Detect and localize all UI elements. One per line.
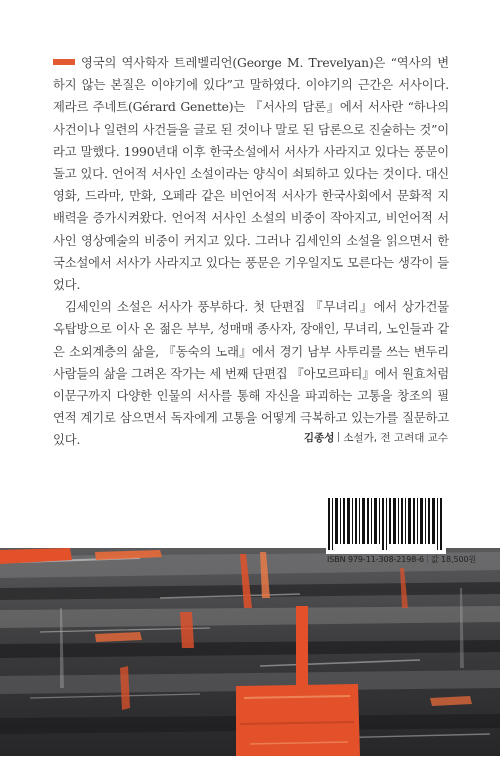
signature-title: 소설가, 전 고려대 교수	[343, 432, 448, 444]
blurb-text	[53, 52, 449, 452]
abstract-painting-image	[0, 548, 500, 756]
book-price: 값 18,500원	[430, 555, 477, 564]
signature-divider	[338, 432, 339, 442]
signature	[304, 430, 448, 445]
barcode-graphic	[326, 494, 446, 554]
isbn-divider	[427, 555, 428, 563]
isbn-price-line	[327, 554, 476, 565]
signature-name: 김종성	[303, 432, 335, 444]
blurb-paragraph: 영국의 역사학자 트레벨리언(George M. Trevelyan)은 “역사의 변하지 않는 본질은 이야기에 있다”고 말하였다. 이야기의 근간은 서사이다. 제라르 주네트(Gérard Genette)는 『서사의 담론』에서 서사란 “하나의 사건이나 일련의 사건들을 글로 된 것이나 말로 된 담론으로 진술하는 것”이라고 말했다. 1990년대 이후 한국소설에서 서사가 사라지고 있다는 풍문이 돌고 있다. 언어적 서사인 소설이라는 양식이 쇠퇴하고 있다는 것이다. 대신 영화, 드라마, 만화, 오페라 같은 비언어적 서사가 한국사회에서 문화적 지배력을 증가시켜왔다. 언어적 서사인 소설의 비중이 작아지고, 비언어적 서사인 영상예술의 비중이 커지고 있다. 그러나 김세인의 소설을 읽으면서 한국소설에서 서사가 사라지고 있다는 풍문은 기우일지도 모른다는 생각이 들었다.	[53, 56, 449, 293]
isbn-number: ISBN 979-11-308-2198-6	[327, 555, 424, 564]
cover-painting	[0, 548, 500, 756]
blurb-paragraph: 김세인의 소설은 서사가 풍부하다. 첫 단편집 『무녀리』에서 상가건물 옥탑방으로 이사 온 젊은 부부, 성매매 종사자, 장애인, 무녀리, 노인들과 같은 소외계층의 삶을, 『동숙의 노래』에서 경기 남부 사투리를 쓰는 변두리 사람들의 삶을 그려온 작가는 세 번째 단편집 『아모르파티』에서 원효처럼 이문구까지 다양한 인물의 서사를 통해 자신을 파괴하는 고통을 창조의 필연적 계기로 삼으면서 독자에게 고통을 어떻게 극복하고 있는가를 질문하고 있다.	[53, 300, 449, 448]
